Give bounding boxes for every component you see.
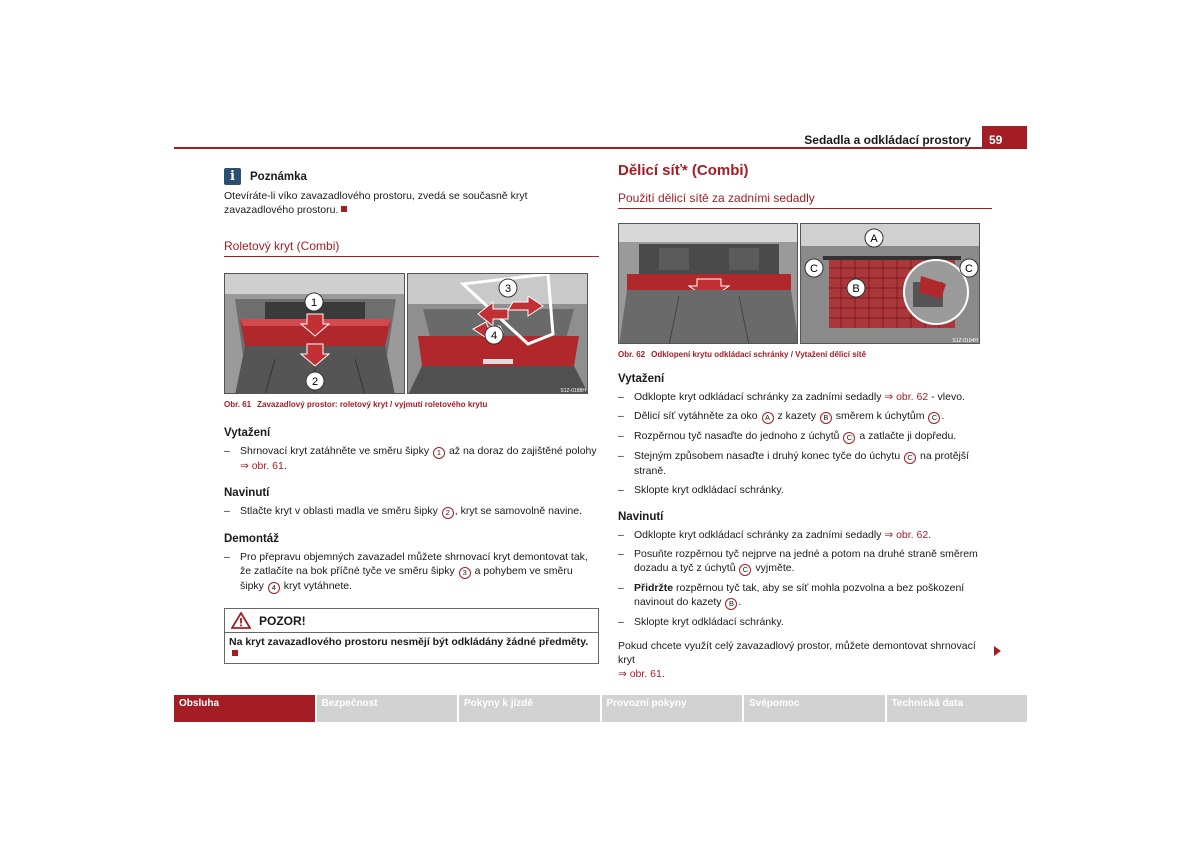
ref-link-obr61[interactable]: ⇒ obr. 61 [240,460,284,472]
subsection-navinuti-right: Navinutí [618,511,664,523]
tab-obsluha[interactable]: Obsluha [174,695,315,722]
marker-C-icon: C [739,564,751,576]
info-icon: i [224,168,241,185]
fig62-marker-C-left: C [810,263,818,275]
list-item: – Rozpěrnou tyč nasaďte do jednoho z úchytů C a zatlačte ji dopředu. [618,430,957,442]
subsection-navinuti-left: Navinutí [224,487,270,499]
closing-paragraph: Pokud chcete využít celý zavazadlový prostor, můžete demontovat shrnovací kryt ⇒ obr. 61. [618,640,976,680]
marker-C-icon: C [904,452,916,464]
header-rule [174,147,1027,149]
note-text: Otevíráte-li víko zavazadlového prostoru, zvedá se současně kryt zavazadlového prostoru. [224,190,528,216]
figure-62-right-image [800,223,980,344]
figure-62-caption: Obr. 62 Odklopení krytu odkládací schránky / Vytažení dělicí sítě [618,350,867,359]
list-item: – Odklopte kryt odkládací schránky za zadními sedadly ⇒ obr. 62 - vlevo. [618,391,965,403]
figure-61-caption: Obr. 61 Zavazadlový prostor: roletový kryt / vyjmutí roletového krytu [224,400,488,409]
tab-provozni-pokyny[interactable]: Provozní pokyny [602,695,743,722]
marker-C-icon: C [843,432,855,444]
ref-link-obr61[interactable]: ⇒ obr. 61 [618,668,662,680]
marker-4-icon: 4 [268,582,280,594]
running-header-title: Sedadla a odkládací prostory [804,133,971,147]
subsection-vytazeni-right: Vytažení [618,373,665,385]
fig61-marker-4: 4 [490,330,498,342]
figure-62 [618,223,992,344]
section-heading-delici-sit: Dělicí síť* (Combi) [618,162,749,179]
fig62-marker-A: A [870,233,878,245]
page-number: 59 [982,126,1027,149]
note-title: Poznámka [250,170,307,183]
fig62-code: S1Z-0194H [952,338,978,344]
ref-link-obr62[interactable]: ⇒ obr. 62 [884,391,929,403]
fig62-marker-C-right: C [965,263,973,275]
marker-1-icon: 1 [433,447,445,459]
tab-bezpecnost[interactable]: Bezpečnost [317,695,458,722]
list-item: – Posuňte rozpěrnou tyč nejprve na jedné a potom na druhé straně směrem dozadu a tyč z úchytů C vyjměte. [618,548,978,574]
chapter-nav [174,695,1027,722]
ref-link-obr62[interactable]: ⇒ obr. 62 [884,529,929,541]
warning-box [224,608,599,664]
end-marker-icon [341,206,347,212]
fig61-marker-3: 3 [504,283,512,295]
section-heading-roletovy: Roletový kryt (Combi) [224,239,599,257]
end-marker-icon [232,650,238,656]
warning-triangle-icon [231,612,251,629]
figure-61 [224,273,599,394]
list-item: – Dělicí síť vytáhněte za oko A z kazety B směrem k úchytům C . [618,410,945,422]
list-item: – Přidržte rozpěrnou tyč tak, aby se síť mohla pozvolna a bez poškození navinout do kazety B . [618,582,965,608]
tab-pokyny-k-jizde[interactable]: Pokyny k jízdě [459,695,600,722]
list-item: – Shrnovací kryt zatáhněte ve směru šipky 1 až na doraz do zajištěné polohy ⇒ obr. 61. [224,445,597,472]
fig61-marker-2: 2 [311,376,319,388]
warning-text: Na kryt zavazadlového prostoru nesmějí být odkládány žádné předměty. [225,633,598,663]
figure-61-left-image [224,273,405,394]
continue-arrow-icon [994,646,1001,656]
fig61-marker-1: 1 [310,297,318,309]
tab-technicka-data[interactable]: Technická data [887,695,1028,722]
marker-3-icon: 3 [459,567,471,579]
list-item: – Pro přepravu objemných zavazadel můžete shrnovací kryt demontovat tak, že zatlačíte na bok příčné tyče ve směru šipky 3 a pohybem ve směru šipky 4 kryt vytáhnete. [224,551,588,592]
list-item: – Odklopte kryt odkládací schránky za zadními sedadly ⇒ obr. 62. [618,529,932,541]
marker-B-icon: B [820,412,832,424]
tab-svepomoc[interactable]: Svépomoc [744,695,885,722]
marker-B-icon: B [725,598,737,610]
figure-61-right-image [407,273,588,394]
marker-C-icon: C [928,412,940,424]
list-item: – Stejným způsobem nasaďte i druhý konec tyče do úchytu C na protější straně. [618,450,970,477]
list-item: – Sklopte kryt odkládací schránky. [618,616,784,628]
list-item: – Sklopte kryt odkládací schránky. [618,484,784,496]
subsection-heading-pouziti: Použití dělicí sítě za zadními sedadly [618,191,992,209]
warning-title: POZOR! [259,613,306,628]
fig62-marker-B: B [852,283,860,295]
subsection-vytazeni-left: Vytažení [224,427,271,439]
note-header [224,168,599,185]
marker-A-icon: A [762,412,774,424]
fig61-code: S1Z-0188H [560,388,586,394]
list-item: – Stlačte kryt v oblasti madla ve směru šipky 2 , kryt se samovolně navine. [224,505,582,517]
right-column [618,162,992,681]
left-column [224,168,599,664]
marker-2-icon: 2 [442,507,454,519]
figure-62-left-image [618,223,798,344]
subsection-demontaz: Demontáž [224,533,279,545]
